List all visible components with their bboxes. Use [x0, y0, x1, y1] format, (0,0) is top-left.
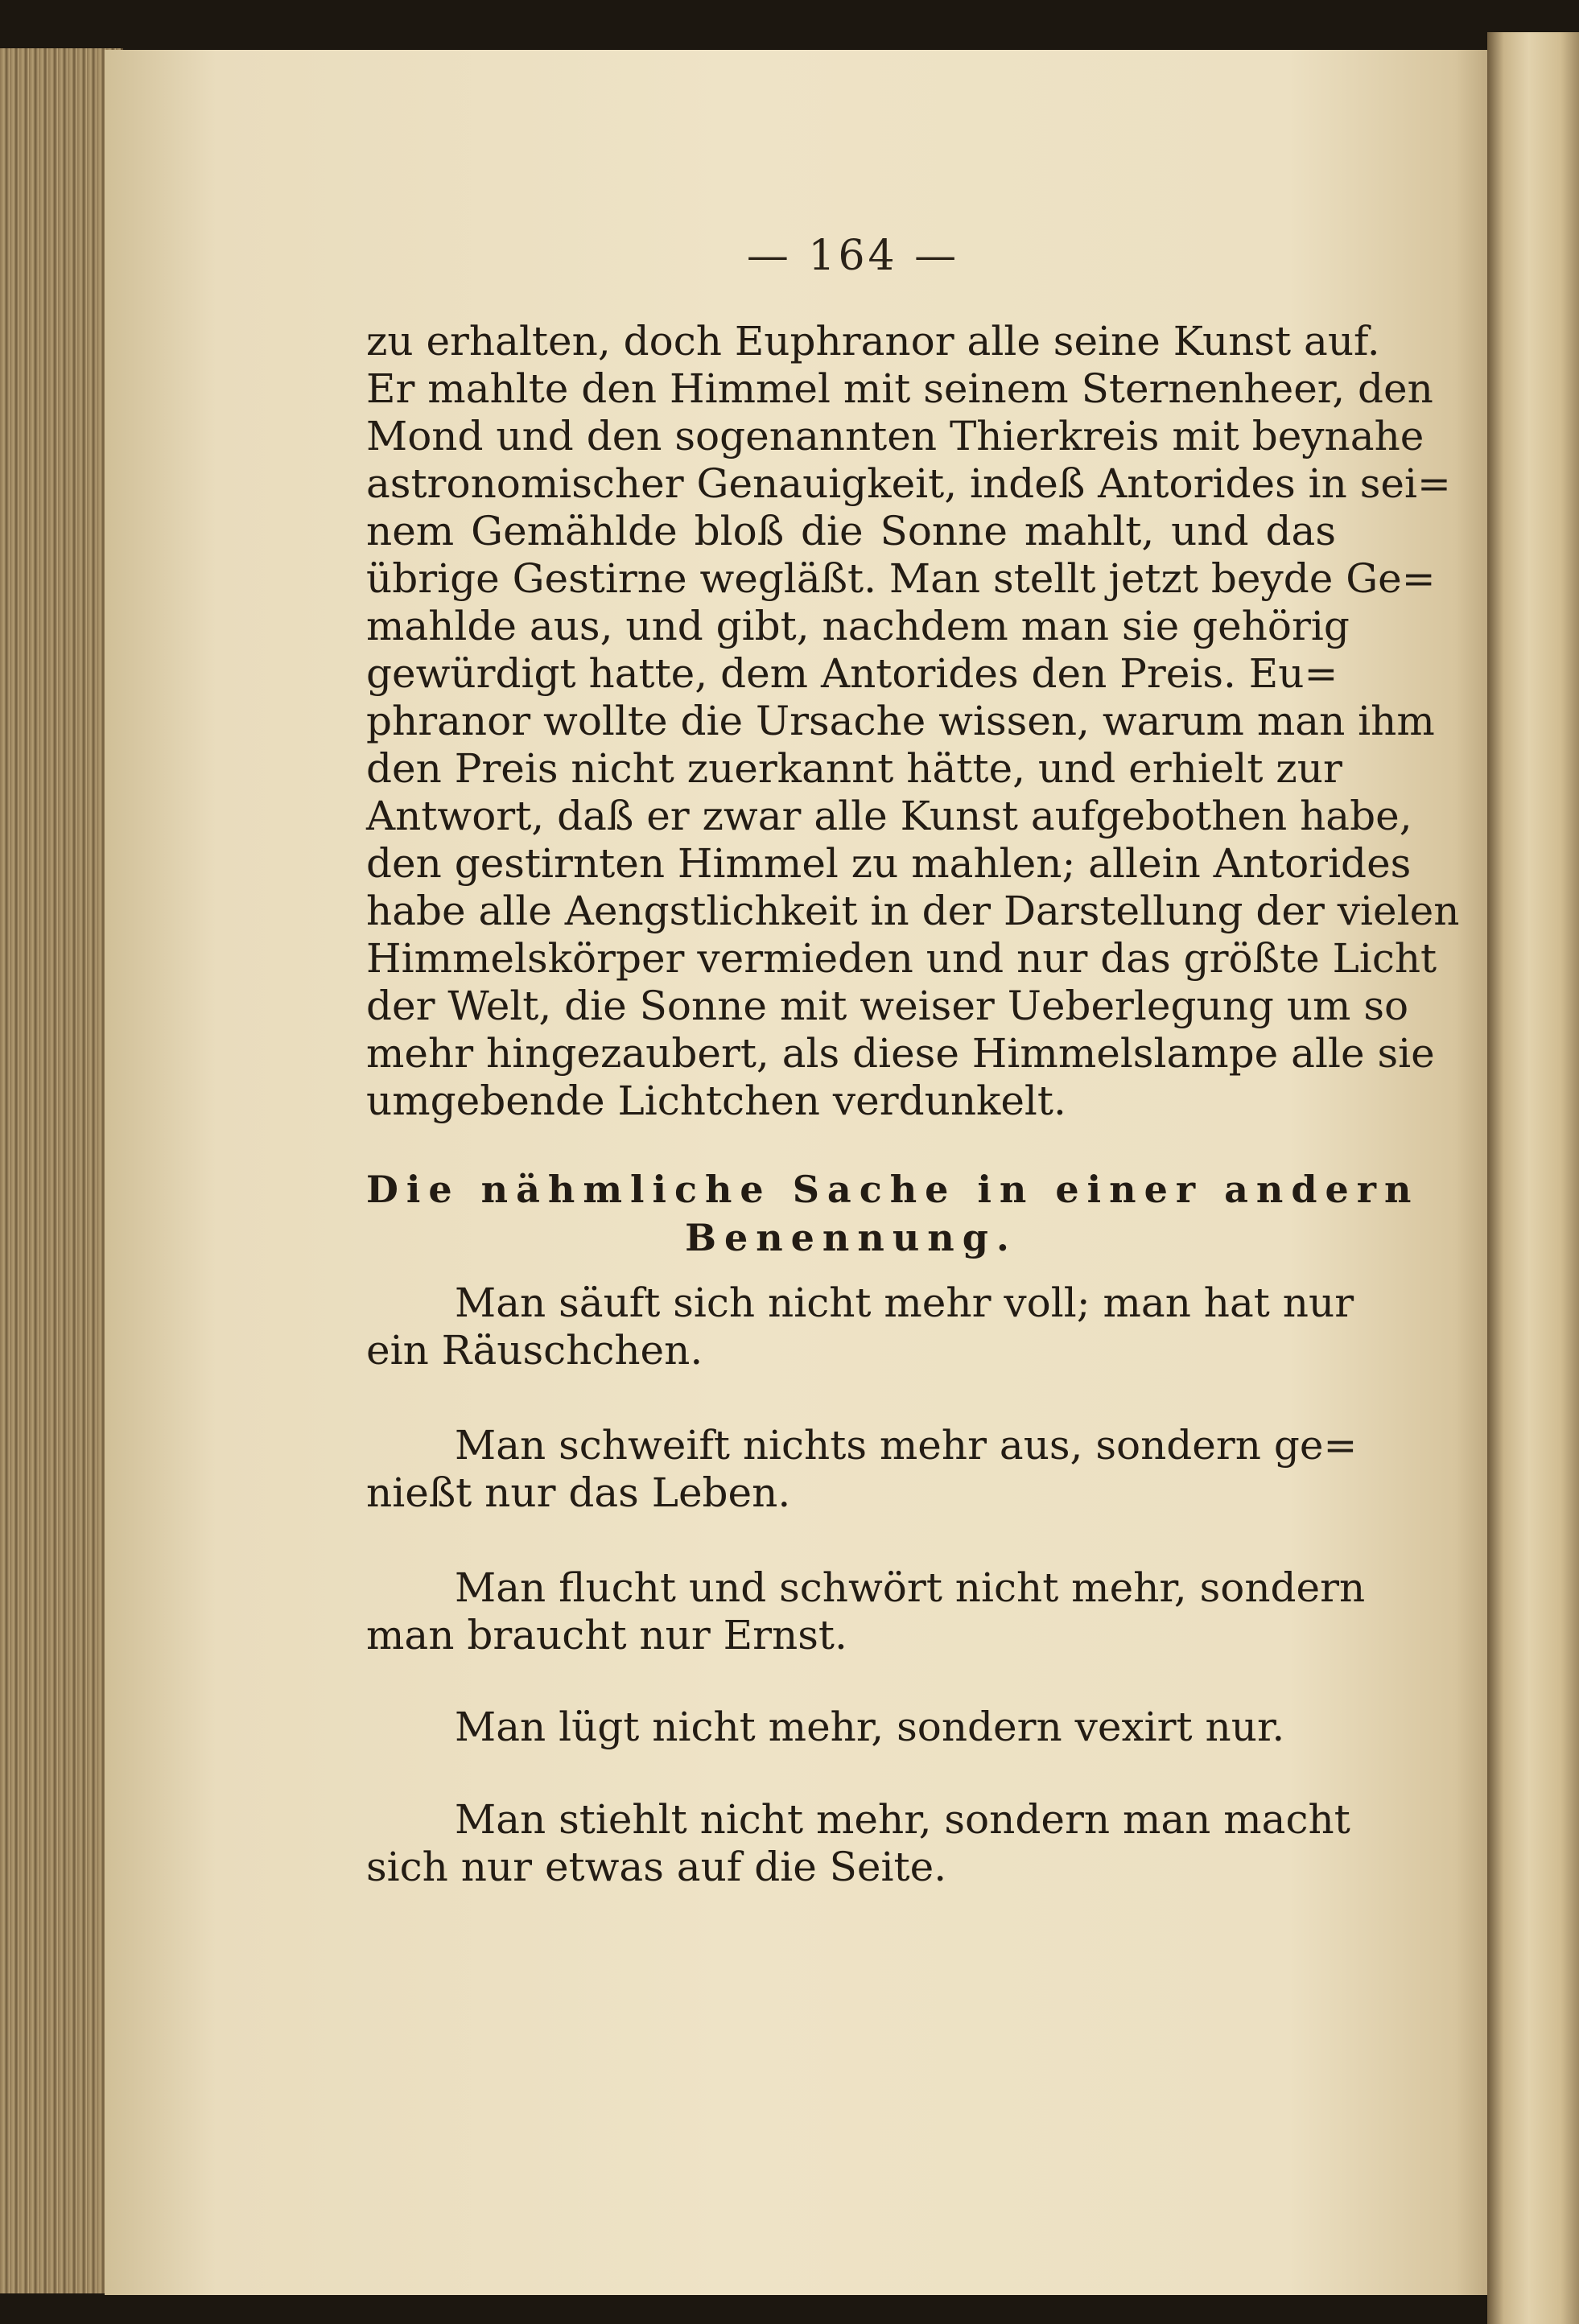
text-line: phranor wollte die Ursache wissen, warum man ihm	[366, 698, 1435, 744]
text-line: habe alle Aengstlichkeit in der Darstellung der vielen	[366, 888, 1460, 934]
text-line: Man säuft sich nicht mehr voll; man hat nur	[455, 1279, 1354, 1326]
heading-line: Benennung.	[685, 1216, 1017, 1259]
body-text	[366, 318, 1460, 1125]
text-line: Antwort, daß er zwar alle Kunst aufgebothen habe,	[366, 793, 1412, 839]
paragraph	[366, 1422, 1358, 1517]
text-line: zu erhalten, doch Euphranor alle seine Kunst auf.	[366, 318, 1380, 365]
text-line: den gestirnten Himmel zu mahlen; allein Antorides	[366, 840, 1412, 887]
section-heading	[366, 1165, 1420, 1262]
paragraph	[366, 1564, 1366, 1659]
text-line: mehr hingezaubert, als diese Himmelslampe alle sie	[366, 1030, 1435, 1077]
text-line: Er mahlte den Himmel mit seinem Sternenheer, den	[366, 365, 1433, 412]
text-line: Man flucht und schwört nicht mehr, sondern	[455, 1564, 1366, 1611]
heading-line: Die nähmliche Sache in einer andern	[366, 1168, 1420, 1211]
text-line: umgebende Lichtchen verdunkelt.	[366, 1078, 1066, 1124]
text-line: astronomischer Genauigkeit, indeß Antorides in sei=	[366, 460, 1451, 507]
text-line: nem Gemählde bloß die Sonne mahlt, und das	[366, 508, 1336, 554]
text-line: Man schweift nichts mehr aus, sondern ge=	[455, 1422, 1358, 1469]
text-line: Man lügt nicht mehr, sondern vexirt nur.	[455, 1704, 1285, 1750]
text-line: ein Räuschchen.	[366, 1327, 703, 1374]
paragraph	[366, 1279, 1354, 1374]
text-line: Man stiehlt nicht mehr, sondern man macht	[455, 1796, 1350, 1843]
text-line: mahlde aus, und gibt, nachdem man sie gehörig	[366, 603, 1350, 649]
text-line: nießt nur das Leben.	[366, 1469, 791, 1516]
text-line: man braucht nur Ernst.	[366, 1612, 847, 1659]
text-line: übrige Gestirne wegläßt. Man stellt jetzt beyde Ge=	[366, 555, 1436, 602]
paragraph	[366, 1704, 1336, 1751]
text-line: Himmelskörper vermieden und nur das größte Licht	[366, 935, 1437, 982]
text-line: Mond und den sogenannten Thierkreis mit beynahe	[366, 413, 1424, 459]
paragraph	[366, 1796, 1350, 1891]
text-line: den Preis nicht zuerkannt hätte, und erhielt zur	[366, 745, 1342, 792]
book-gutter	[1487, 32, 1579, 2324]
text-line: gewürdigt hatte, dem Antorides den Preis. Eu=	[366, 650, 1338, 697]
text-line: sich nur etwas auf die Seite.	[366, 1844, 947, 1890]
text-line: der Welt, die Sonne mit weiser Ueberlegung um so	[366, 983, 1409, 1029]
page-number: — 164 —	[746, 232, 960, 280]
